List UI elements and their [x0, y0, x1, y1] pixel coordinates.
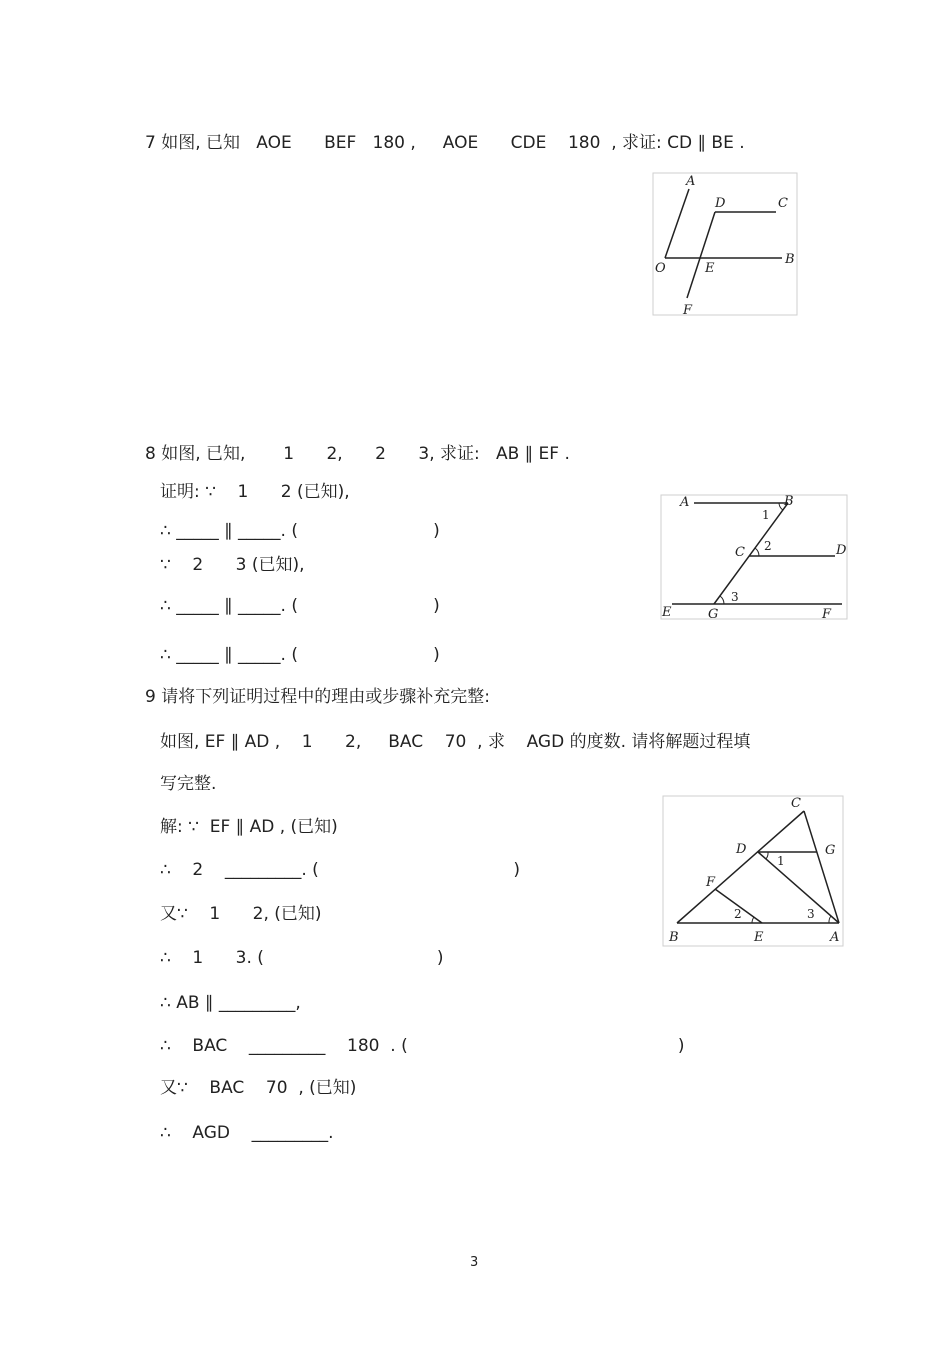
fig7-label-A: A: [686, 174, 696, 189]
fig7-label-E: E: [705, 261, 715, 276]
fig7-label-C: C: [778, 196, 788, 211]
problem-8-line-2: ∴ _____ ∥ _____. ( ): [160, 521, 440, 541]
fig8-label-C: C: [735, 545, 745, 560]
fig8-label-3: 3: [731, 590, 739, 604]
problem-7-statement: 7 如图, 已知 AOE BEF 180 , AOE CDE 180 , 求证: CD ∥ BE .: [145, 133, 745, 153]
problem-8-line-5: ∴ _____ ∥ _____. ( ): [160, 645, 440, 665]
fig9-label-A: A: [830, 930, 840, 945]
problem-9-intro: 9 请将下列证明过程中的理由或步骤补充完整:: [145, 687, 490, 707]
fig9-label-3: 3: [807, 907, 815, 921]
problem-9-question-line-1: 如图, EF ∥ AD , 1 2, BAC 70 , 求 AGD 的度数. 请将解题过程填: [160, 732, 751, 752]
fig8-label-F: F: [822, 607, 832, 620]
fig9-label-E: E: [754, 930, 764, 945]
problem-9-line-8: ∴ AGD _________.: [160, 1123, 334, 1143]
fig7-label-O: O: [655, 261, 666, 276]
fig8-label-B: B: [784, 494, 794, 509]
fig8-label-2: 2: [764, 539, 772, 553]
problem-8-statement: 8 如图, 已知, 1 2, 2 3, 求证: AB ∥ EF .: [145, 444, 570, 464]
problem-8-line-3: ∵ 2 3 (已知),: [160, 555, 305, 575]
page-number: 3: [470, 1255, 479, 1270]
problem-9-line-6: ∴ BAC _________ 180 . ( ): [160, 1036, 685, 1056]
problem-8-line-1: 证明: ∵ 1 2 (已知),: [160, 482, 350, 502]
fig7-label-D: D: [715, 196, 726, 211]
fig9-label-2: 2: [734, 907, 742, 921]
figure-9: [662, 795, 844, 947]
problem-9-line-7: 又∵ BAC 70 , (已知): [160, 1078, 357, 1098]
fig8-label-G: G: [708, 607, 719, 620]
problem-9-line-2: ∴ 2 _________. ( ): [160, 860, 520, 880]
problem-8-line-4: ∴ _____ ∥ _____. ( ): [160, 596, 440, 616]
fig9-label-D: D: [736, 842, 747, 857]
fig7-label-B: B: [785, 252, 795, 267]
fig9-label-1: 1: [777, 854, 785, 868]
problem-9-line-1: 解: ∵ EF ∥ AD , (已知): [160, 817, 338, 837]
figure-7: [652, 172, 798, 316]
problem-9-question-line-2: 写完整.: [160, 774, 217, 794]
fig9-label-F: F: [706, 875, 716, 890]
problem-9-line-4: ∴ 1 3. ( ): [160, 948, 444, 968]
fig8-label-A: A: [680, 495, 690, 510]
figure-8: [660, 494, 848, 620]
fig8-label-D: D: [836, 543, 847, 558]
problem-9-line-5: ∴ AB ∥ _________,: [160, 993, 301, 1013]
fig9-label-C: C: [791, 796, 801, 811]
fig8-label-E: E: [662, 605, 672, 620]
fig9-label-G: G: [825, 843, 836, 858]
fig9-label-B: B: [669, 930, 679, 945]
problem-9-line-3: 又∵ 1 2, (已知): [160, 904, 322, 924]
fig8-label-1: 1: [762, 508, 770, 522]
fig7-label-F: F: [683, 303, 693, 316]
